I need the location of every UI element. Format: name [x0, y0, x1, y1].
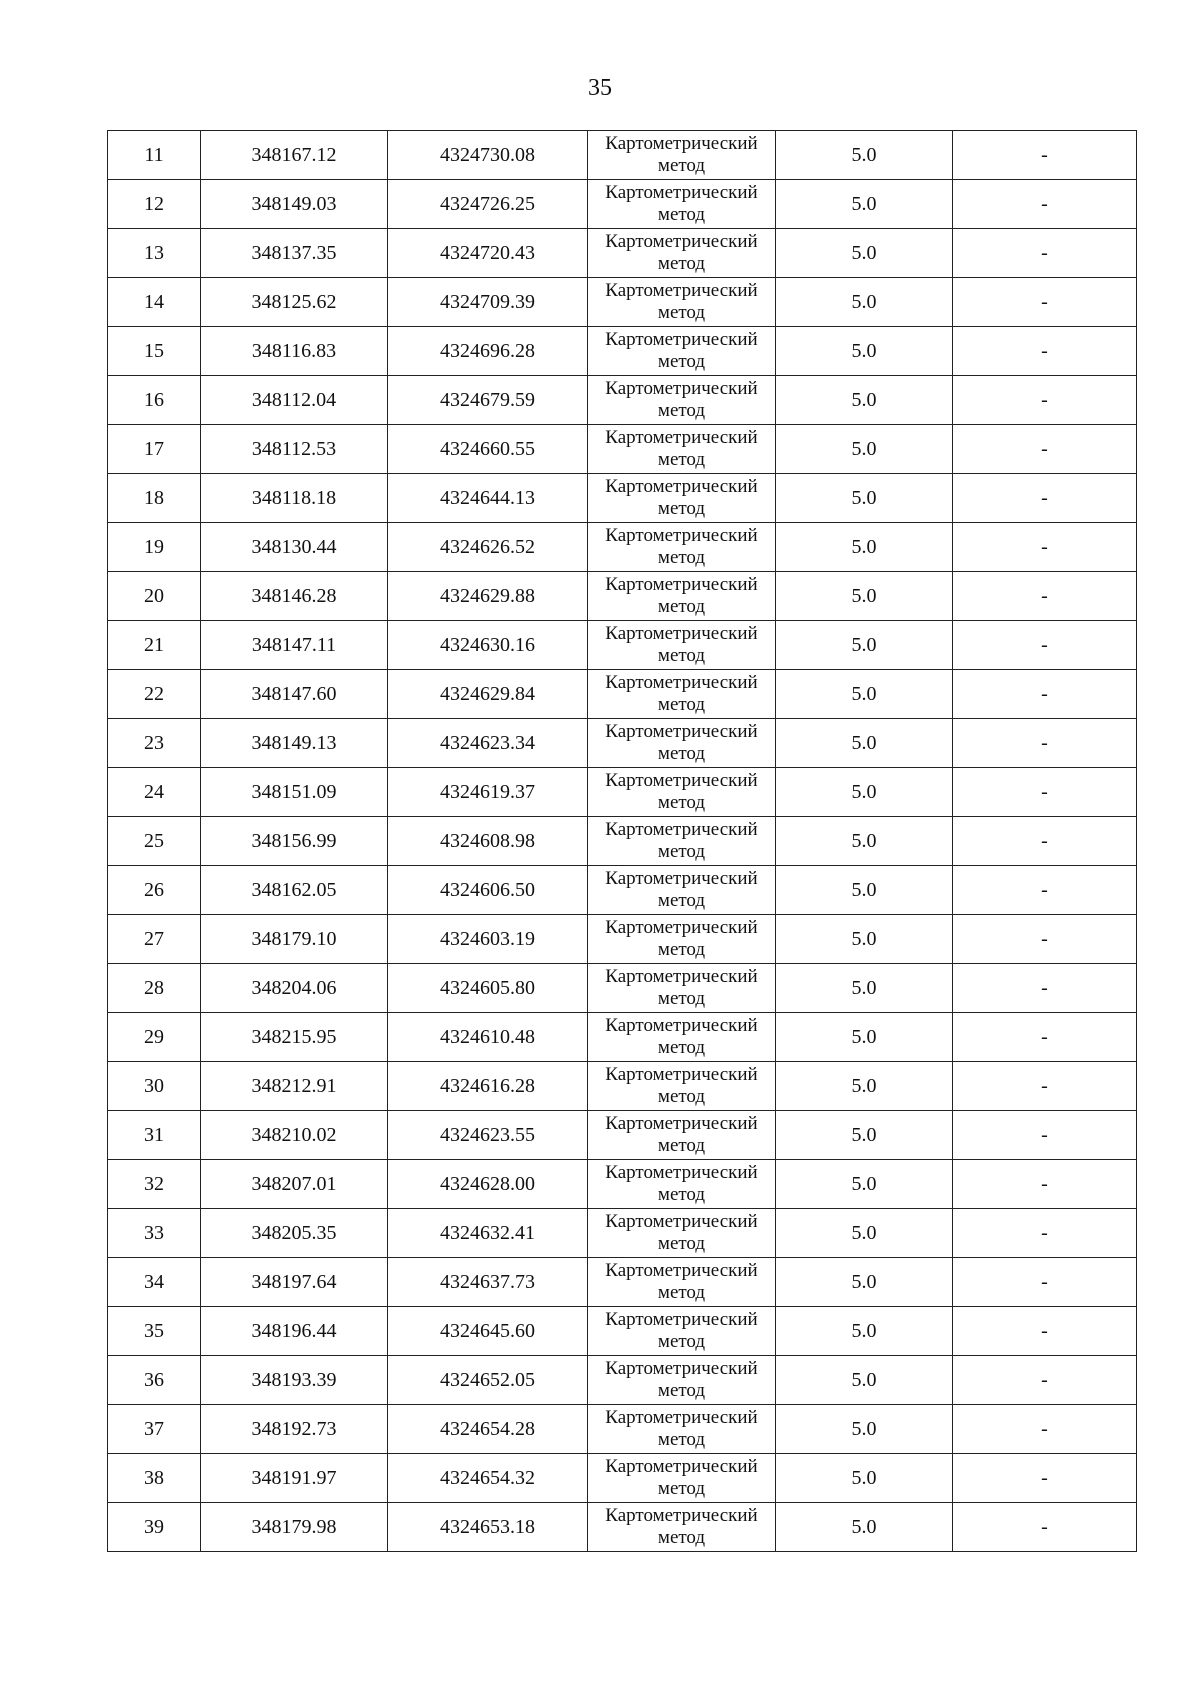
method-line-2: метод [657, 1478, 706, 1499]
y-coordinate-cell: 4324709.39 [388, 278, 588, 327]
x-coordinate-cell: 348137.35 [201, 229, 388, 278]
method-line-2: метод [657, 302, 706, 323]
accuracy-cell: 5.0 [776, 1356, 953, 1405]
point-number-cell: 21 [108, 621, 201, 670]
x-coordinate-cell: 348191.97 [201, 1454, 388, 1503]
accuracy-cell: 5.0 [776, 1062, 953, 1111]
method-line-2: метод [657, 841, 706, 862]
y-coordinate-cell: 4324679.59 [388, 376, 588, 425]
y-coordinate-cell: 4324623.55 [388, 1111, 588, 1160]
method-line-1: Картометрический [605, 917, 758, 938]
method-cell [588, 327, 776, 376]
method-cell [588, 572, 776, 621]
accuracy-cell: 5.0 [776, 1160, 953, 1209]
method-line-1: Картометрический [605, 329, 758, 350]
note-cell: - [953, 1209, 1137, 1258]
note-cell: - [953, 376, 1137, 425]
x-coordinate-cell: 348204.06 [201, 964, 388, 1013]
y-coordinate-cell: 4324660.55 [388, 425, 588, 474]
note-cell: - [953, 1356, 1137, 1405]
method-cell [588, 1454, 776, 1503]
note-cell: - [953, 1062, 1137, 1111]
method-cell [588, 1307, 776, 1356]
table-row [108, 1013, 1137, 1062]
method-line-2: метод [657, 449, 706, 470]
table-row [108, 180, 1137, 229]
method-line-1: Картометрический [605, 427, 758, 448]
method-cell [588, 180, 776, 229]
x-coordinate-cell: 348149.03 [201, 180, 388, 229]
table-row [108, 474, 1137, 523]
table-row [108, 817, 1137, 866]
x-coordinate-cell: 348192.73 [201, 1405, 388, 1454]
accuracy-cell: 5.0 [776, 1454, 953, 1503]
table-row [108, 1307, 1137, 1356]
method-line-2: метод [657, 988, 706, 1009]
y-coordinate-cell: 4324626.52 [388, 523, 588, 572]
accuracy-cell: 5.0 [776, 1111, 953, 1160]
y-coordinate-cell: 4324630.16 [388, 621, 588, 670]
table-row [108, 915, 1137, 964]
method-line-2: метод [657, 1331, 706, 1352]
note-cell: - [953, 670, 1137, 719]
method-cell [588, 1356, 776, 1405]
note-cell: - [953, 229, 1137, 278]
note-cell: - [953, 523, 1137, 572]
note-cell: - [953, 1307, 1137, 1356]
table-row [108, 327, 1137, 376]
accuracy-cell: 5.0 [776, 327, 953, 376]
method-line-1: Картометрический [605, 623, 758, 644]
method-line-2: метод [657, 1527, 706, 1548]
point-number-cell: 11 [108, 131, 201, 180]
table-row [108, 1454, 1137, 1503]
method-cell [588, 523, 776, 572]
method-cell [588, 1405, 776, 1454]
note-cell: - [953, 964, 1137, 1013]
note-cell: - [953, 425, 1137, 474]
accuracy-cell: 5.0 [776, 425, 953, 474]
note-cell: - [953, 1160, 1137, 1209]
point-number-cell: 38 [108, 1454, 201, 1503]
y-coordinate-cell: 4324606.50 [388, 866, 588, 915]
x-coordinate-cell: 348151.09 [201, 768, 388, 817]
y-coordinate-cell: 4324628.00 [388, 1160, 588, 1209]
method-line-1: Картометрический [605, 868, 758, 889]
y-coordinate-cell: 4324608.98 [388, 817, 588, 866]
x-coordinate-cell: 348179.10 [201, 915, 388, 964]
y-coordinate-cell: 4324632.41 [388, 1209, 588, 1258]
point-number-cell: 23 [108, 719, 201, 768]
x-coordinate-cell: 348212.91 [201, 1062, 388, 1111]
x-coordinate-cell: 348118.18 [201, 474, 388, 523]
accuracy-cell: 5.0 [776, 621, 953, 670]
method-line-2: метод [657, 155, 706, 176]
table-row [108, 768, 1137, 817]
method-line-2: метод [657, 498, 706, 519]
method-cell [588, 229, 776, 278]
page-number: 35 [588, 75, 612, 101]
table-row [108, 1209, 1137, 1258]
method-line-1: Картометрический [605, 966, 758, 987]
x-coordinate-cell: 348162.05 [201, 866, 388, 915]
point-number-cell: 18 [108, 474, 201, 523]
y-coordinate-cell: 4324645.60 [388, 1307, 588, 1356]
x-coordinate-cell: 348156.99 [201, 817, 388, 866]
y-coordinate-cell: 4324619.37 [388, 768, 588, 817]
accuracy-cell: 5.0 [776, 1013, 953, 1062]
method-line-1: Картометрический [605, 819, 758, 840]
note-cell: - [953, 180, 1137, 229]
method-cell [588, 1111, 776, 1160]
y-coordinate-cell: 4324696.28 [388, 327, 588, 376]
point-number-cell: 29 [108, 1013, 201, 1062]
x-coordinate-cell: 348146.28 [201, 572, 388, 621]
x-coordinate-cell: 348207.01 [201, 1160, 388, 1209]
method-cell [588, 1160, 776, 1209]
method-cell [588, 964, 776, 1013]
method-line-2: метод [657, 645, 706, 666]
y-coordinate-cell: 4324726.25 [388, 180, 588, 229]
x-coordinate-cell: 348205.35 [201, 1209, 388, 1258]
point-number-cell: 33 [108, 1209, 201, 1258]
y-coordinate-cell: 4324730.08 [388, 131, 588, 180]
point-number-cell: 25 [108, 817, 201, 866]
point-number-cell: 27 [108, 915, 201, 964]
note-cell: - [953, 131, 1137, 180]
method-line-2: метод [657, 694, 706, 715]
accuracy-cell: 5.0 [776, 964, 953, 1013]
method-line-2: метод [657, 1380, 706, 1401]
table-row [108, 278, 1137, 327]
x-coordinate-cell: 348179.98 [201, 1503, 388, 1552]
coordinates-table [107, 130, 1137, 1552]
point-number-cell: 20 [108, 572, 201, 621]
method-line-1: Картометрический [605, 1505, 758, 1526]
x-coordinate-cell: 348210.02 [201, 1111, 388, 1160]
point-number-cell: 26 [108, 866, 201, 915]
table-row [108, 376, 1137, 425]
point-number-cell: 31 [108, 1111, 201, 1160]
method-line-1: Картометрический [605, 1064, 758, 1085]
method-cell [588, 131, 776, 180]
note-cell: - [953, 915, 1137, 964]
note-cell: - [953, 1258, 1137, 1307]
method-cell [588, 1503, 776, 1552]
method-cell [588, 1013, 776, 1062]
x-coordinate-cell: 348147.60 [201, 670, 388, 719]
accuracy-cell: 5.0 [776, 915, 953, 964]
method-line-2: метод [657, 743, 706, 764]
note-cell: - [953, 1405, 1137, 1454]
note-cell: - [953, 572, 1137, 621]
method-line-2: метод [657, 1184, 706, 1205]
y-coordinate-cell: 4324720.43 [388, 229, 588, 278]
x-coordinate-cell: 348125.62 [201, 278, 388, 327]
accuracy-cell: 5.0 [776, 474, 953, 523]
accuracy-cell: 5.0 [776, 670, 953, 719]
y-coordinate-cell: 4324616.28 [388, 1062, 588, 1111]
method-line-2: метод [657, 1233, 706, 1254]
accuracy-cell: 5.0 [776, 572, 953, 621]
y-coordinate-cell: 4324652.05 [388, 1356, 588, 1405]
table-row [108, 425, 1137, 474]
y-coordinate-cell: 4324644.13 [388, 474, 588, 523]
method-cell [588, 376, 776, 425]
point-number-cell: 15 [108, 327, 201, 376]
method-line-1: Картометрический [605, 1456, 758, 1477]
method-line-1: Картометрический [605, 280, 758, 301]
accuracy-cell: 5.0 [776, 229, 953, 278]
method-line-1: Картометрический [605, 1358, 758, 1379]
point-number-cell: 36 [108, 1356, 201, 1405]
method-line-2: метод [657, 1282, 706, 1303]
method-line-2: метод [657, 1429, 706, 1450]
method-cell [588, 768, 776, 817]
table-row [108, 131, 1137, 180]
note-cell: - [953, 768, 1137, 817]
method-cell [588, 915, 776, 964]
table-row [108, 1356, 1137, 1405]
method-cell [588, 1258, 776, 1307]
method-cell [588, 1062, 776, 1111]
method-cell [588, 670, 776, 719]
method-line-1: Картометрический [605, 770, 758, 791]
point-number-cell: 17 [108, 425, 201, 474]
accuracy-cell: 5.0 [776, 1258, 953, 1307]
table-row [108, 1111, 1137, 1160]
note-cell: - [953, 719, 1137, 768]
note-cell: - [953, 1503, 1137, 1552]
table-row [108, 1405, 1137, 1454]
table-row [108, 964, 1137, 1013]
note-cell: - [953, 1013, 1137, 1062]
y-coordinate-cell: 4324629.88 [388, 572, 588, 621]
note-cell: - [953, 474, 1137, 523]
method-line-1: Картометрический [605, 1260, 758, 1281]
table-row [108, 523, 1137, 572]
note-cell: - [953, 866, 1137, 915]
accuracy-cell: 5.0 [776, 1503, 953, 1552]
method-line-2: метод [657, 400, 706, 421]
x-coordinate-cell: 348130.44 [201, 523, 388, 572]
method-line-1: Картометрический [605, 182, 758, 203]
note-cell: - [953, 1111, 1137, 1160]
y-coordinate-cell: 4324637.73 [388, 1258, 588, 1307]
accuracy-cell: 5.0 [776, 523, 953, 572]
x-coordinate-cell: 348196.44 [201, 1307, 388, 1356]
method-line-2: метод [657, 204, 706, 225]
y-coordinate-cell: 4324653.18 [388, 1503, 588, 1552]
accuracy-cell: 5.0 [776, 131, 953, 180]
method-line-1: Картометрический [605, 476, 758, 497]
point-number-cell: 12 [108, 180, 201, 229]
method-line-2: метод [657, 351, 706, 372]
method-line-1: Картометрический [605, 378, 758, 399]
method-cell [588, 474, 776, 523]
table-row [108, 1160, 1137, 1209]
accuracy-cell: 5.0 [776, 180, 953, 229]
method-line-2: метод [657, 890, 706, 911]
method-line-2: метод [657, 596, 706, 617]
y-coordinate-cell: 4324623.34 [388, 719, 588, 768]
method-line-1: Картометрический [605, 1211, 758, 1232]
point-number-cell: 22 [108, 670, 201, 719]
method-line-2: метод [657, 939, 706, 960]
method-line-1: Картометрический [605, 1162, 758, 1183]
method-line-1: Картометрический [605, 525, 758, 546]
method-line-1: Картометрический [605, 1309, 758, 1330]
note-cell: - [953, 817, 1137, 866]
method-cell [588, 621, 776, 670]
y-coordinate-cell: 4324603.19 [388, 915, 588, 964]
accuracy-cell: 5.0 [776, 866, 953, 915]
note-cell: - [953, 278, 1137, 327]
x-coordinate-cell: 348112.53 [201, 425, 388, 474]
y-coordinate-cell: 4324629.84 [388, 670, 588, 719]
method-line-2: метод [657, 1135, 706, 1156]
method-line-2: метод [657, 253, 706, 274]
x-coordinate-cell: 348116.83 [201, 327, 388, 376]
y-coordinate-cell: 4324654.32 [388, 1454, 588, 1503]
note-cell: - [953, 621, 1137, 670]
x-coordinate-cell: 348197.64 [201, 1258, 388, 1307]
table-row [108, 1062, 1137, 1111]
table-row [108, 621, 1137, 670]
table-row [108, 1258, 1137, 1307]
y-coordinate-cell: 4324654.28 [388, 1405, 588, 1454]
method-line-1: Картометрический [605, 1113, 758, 1134]
accuracy-cell: 5.0 [776, 768, 953, 817]
note-cell: - [953, 1454, 1137, 1503]
table-row [108, 866, 1137, 915]
method-line-1: Картометрический [605, 133, 758, 154]
point-number-cell: 28 [108, 964, 201, 1013]
point-number-cell: 13 [108, 229, 201, 278]
method-line-1: Картометрический [605, 1015, 758, 1036]
accuracy-cell: 5.0 [776, 1405, 953, 1454]
x-coordinate-cell: 348149.13 [201, 719, 388, 768]
table-row [108, 719, 1137, 768]
table-body [108, 131, 1137, 1552]
method-line-2: метод [657, 1037, 706, 1058]
point-number-cell: 24 [108, 768, 201, 817]
y-coordinate-cell: 4324605.80 [388, 964, 588, 1013]
method-line-2: метод [657, 792, 706, 813]
point-number-cell: 30 [108, 1062, 201, 1111]
table-row [108, 1503, 1137, 1552]
point-number-cell: 19 [108, 523, 201, 572]
method-line-2: метод [657, 1086, 706, 1107]
point-number-cell: 37 [108, 1405, 201, 1454]
method-cell [588, 719, 776, 768]
x-coordinate-cell: 348215.95 [201, 1013, 388, 1062]
accuracy-cell: 5.0 [776, 719, 953, 768]
method-cell [588, 866, 776, 915]
point-number-cell: 14 [108, 278, 201, 327]
table-row [108, 670, 1137, 719]
method-cell [588, 1209, 776, 1258]
accuracy-cell: 5.0 [776, 1209, 953, 1258]
x-coordinate-cell: 348167.12 [201, 131, 388, 180]
method-line-2: метод [657, 547, 706, 568]
method-line-1: Картометрический [605, 672, 758, 693]
point-number-cell: 39 [108, 1503, 201, 1552]
note-cell: - [953, 327, 1137, 376]
method-line-1: Картометрический [605, 231, 758, 252]
y-coordinate-cell: 4324610.48 [388, 1013, 588, 1062]
method-cell [588, 278, 776, 327]
method-line-1: Картометрический [605, 1407, 758, 1428]
accuracy-cell: 5.0 [776, 376, 953, 425]
accuracy-cell: 5.0 [776, 817, 953, 866]
x-coordinate-cell: 348112.04 [201, 376, 388, 425]
x-coordinate-cell: 348147.11 [201, 621, 388, 670]
table-row [108, 229, 1137, 278]
table-row [108, 572, 1137, 621]
point-number-cell: 16 [108, 376, 201, 425]
point-number-cell: 32 [108, 1160, 201, 1209]
method-cell [588, 817, 776, 866]
method-cell [588, 425, 776, 474]
method-line-1: Картометрический [605, 721, 758, 742]
x-coordinate-cell: 348193.39 [201, 1356, 388, 1405]
accuracy-cell: 5.0 [776, 278, 953, 327]
point-number-cell: 35 [108, 1307, 201, 1356]
accuracy-cell: 5.0 [776, 1307, 953, 1356]
method-line-1: Картометрический [605, 574, 758, 595]
point-number-cell: 34 [108, 1258, 201, 1307]
